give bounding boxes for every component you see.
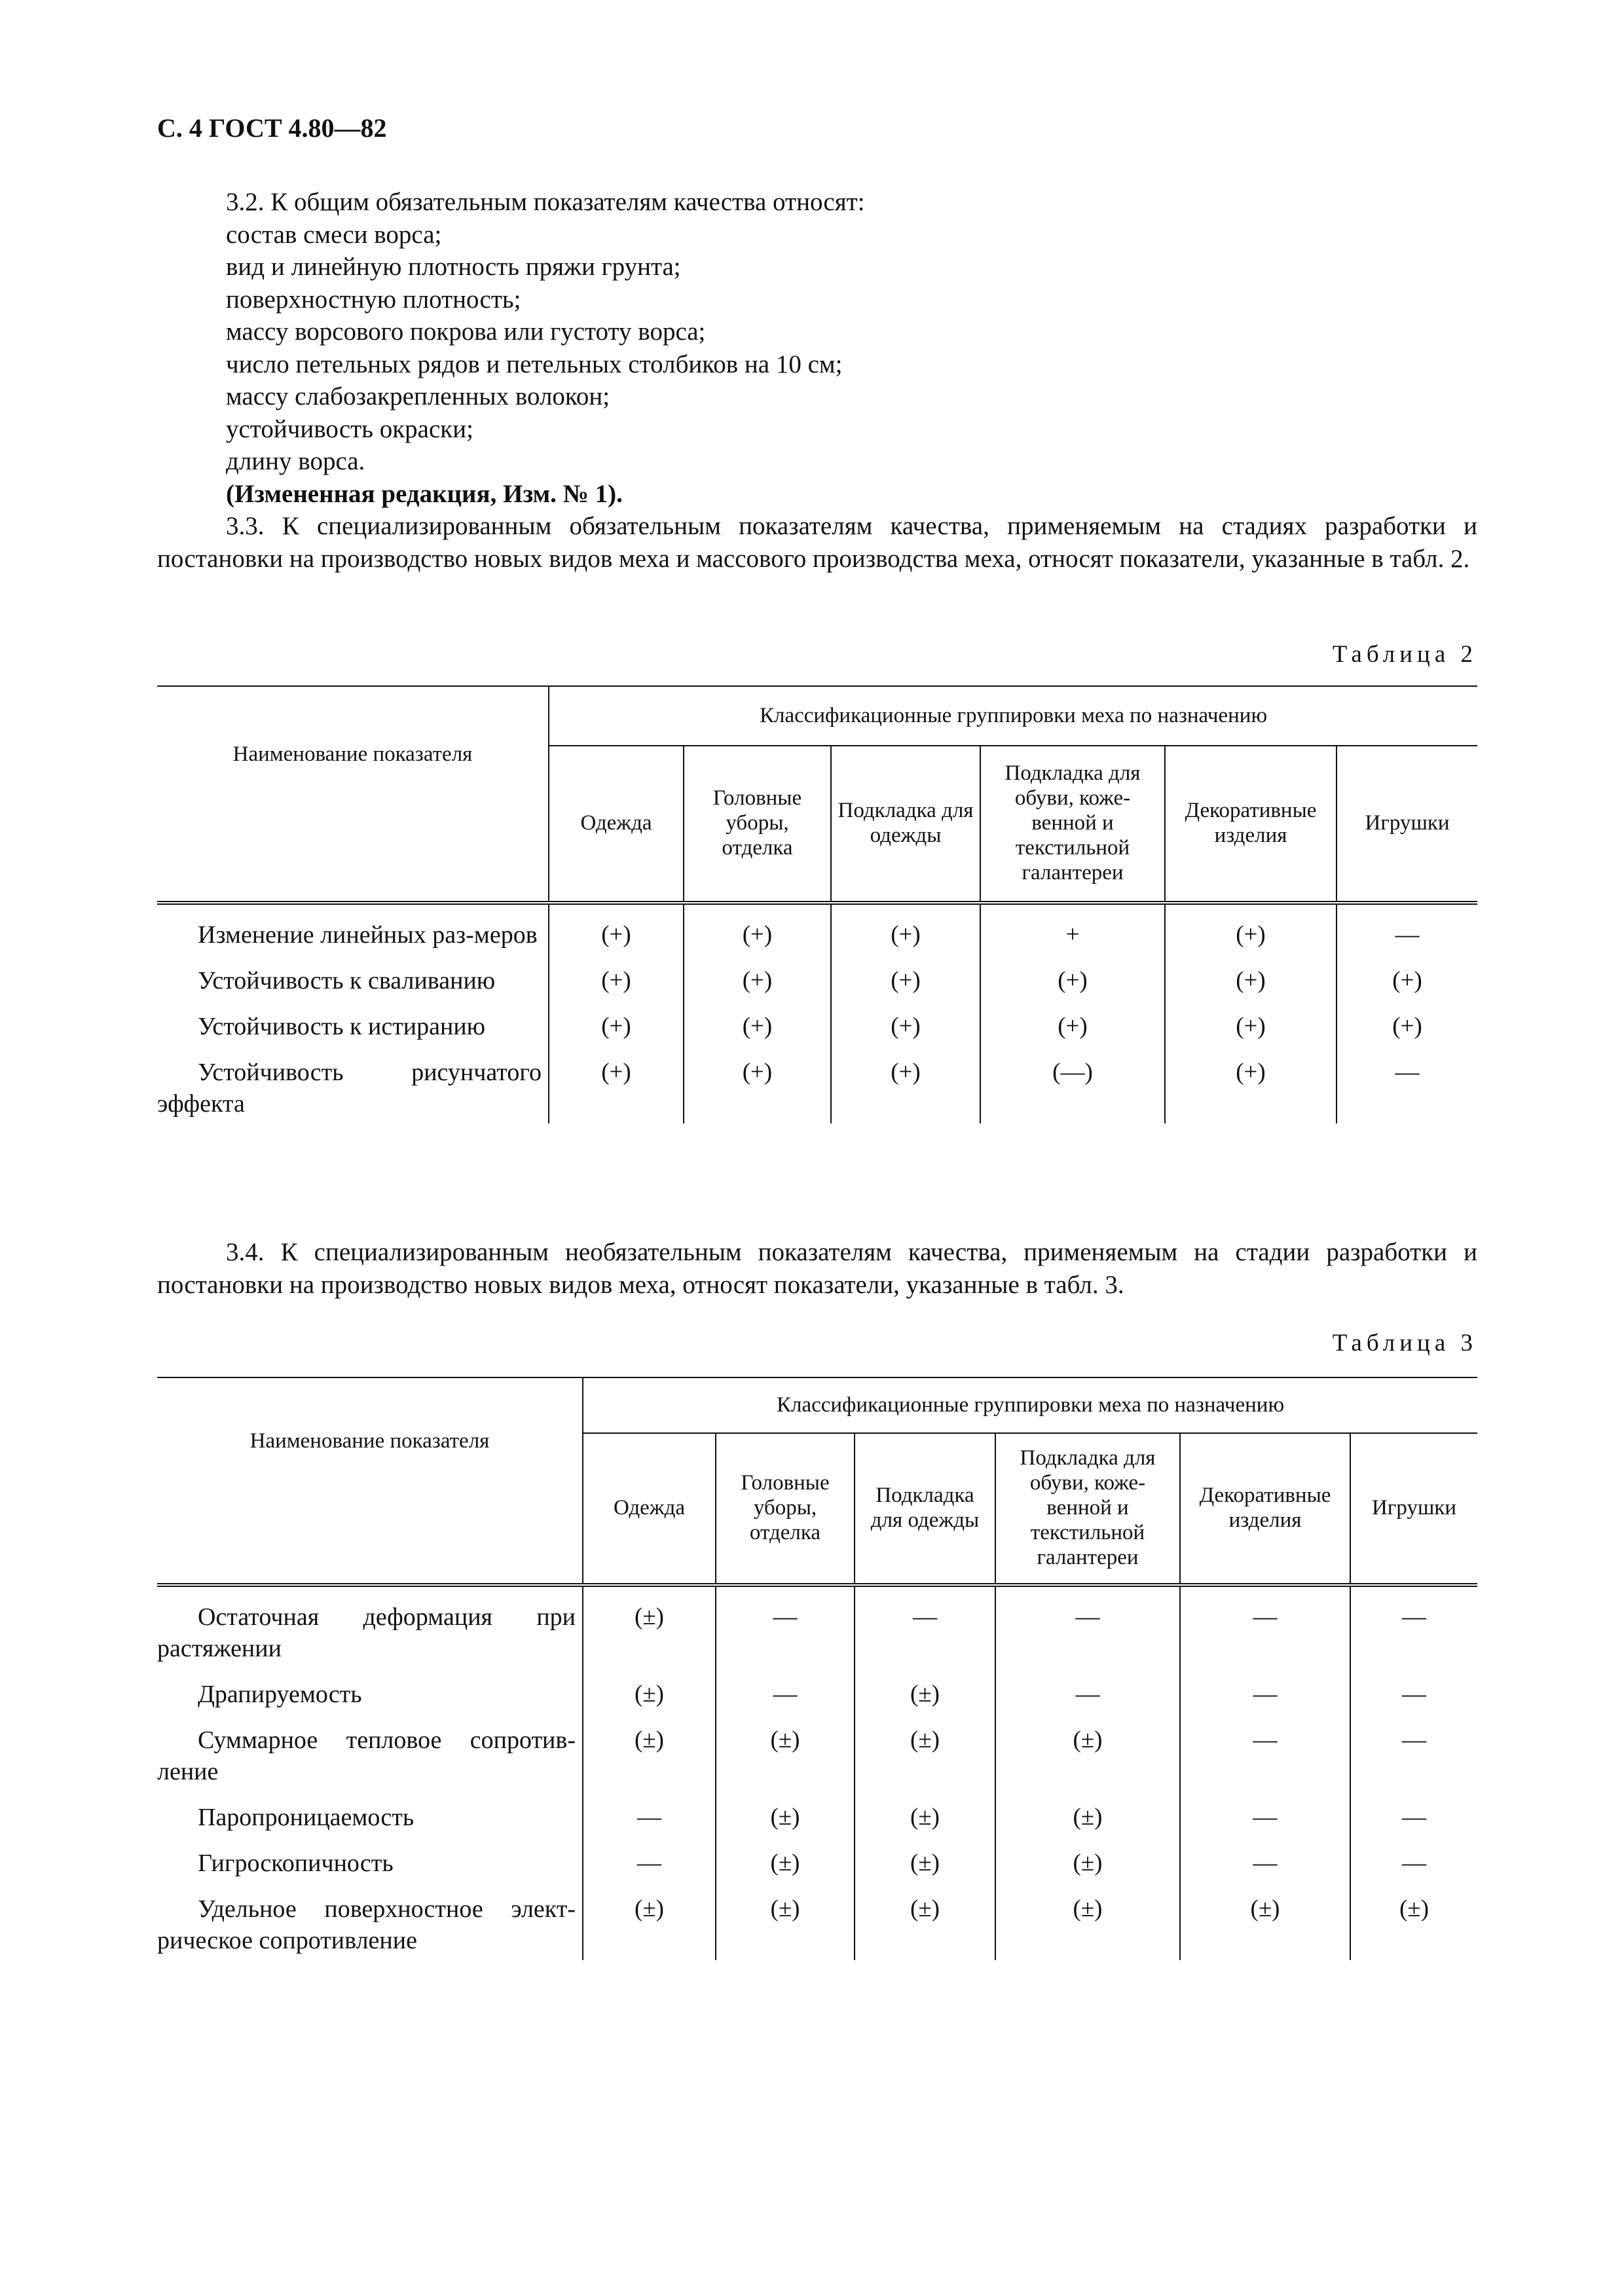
row-name: Драпируемость <box>198 1681 362 1708</box>
cell: — <box>1180 1787 1350 1833</box>
cell: (+) <box>1165 996 1336 1042</box>
cell: (—) <box>980 1042 1165 1123</box>
list-item: длину ворса. <box>226 447 365 475</box>
cell: (±) <box>716 1710 855 1787</box>
list-item: массу слабозакрепленных волокон; <box>226 382 610 410</box>
list-item: вид и линейную плотность пряжи грунта; <box>226 253 681 281</box>
table2-col-header: Головные уборы, отделка <box>684 746 831 903</box>
cell: (+) <box>1165 1042 1336 1123</box>
table3-col-header: Подкладка для обуви, коже-венной и текстильной галантереи <box>995 1433 1180 1585</box>
table-row <box>157 1664 1477 1710</box>
cell: (±) <box>855 1787 995 1833</box>
cell: (±) <box>995 1710 1180 1787</box>
cell: — <box>1336 903 1477 951</box>
table3-col-header: Подкладка для одежды <box>855 1433 995 1585</box>
table3-col-header: Головные уборы, отделка <box>716 1433 855 1585</box>
cell: (+) <box>549 1042 684 1123</box>
cell: (±) <box>716 1833 855 1879</box>
cell: (±) <box>716 1787 855 1833</box>
cell: — <box>1350 1833 1477 1879</box>
cell: (+) <box>831 903 980 951</box>
table3-col-header: Одежда <box>583 1433 716 1585</box>
table3-group-header: Классификационные группировки меха по назначению <box>583 1377 1477 1433</box>
table-row <box>157 1879 1477 1960</box>
table2-caption: Таблица 2 <box>1332 641 1477 668</box>
list-item: число петельных рядов и петельных столбиков на 10 см; <box>226 350 843 378</box>
table-row <box>157 951 1477 996</box>
table2-name-header: Наименование показателя <box>157 686 549 903</box>
table-row <box>157 903 1477 951</box>
table3-name-header: Наименование показателя <box>157 1377 583 1585</box>
table2-col-header: Одежда <box>549 746 684 903</box>
amendment-note: (Измененная редакция, Изм. № 1). <box>226 479 623 508</box>
cell: (±) <box>1180 1879 1350 1960</box>
cell: (+) <box>1336 996 1477 1042</box>
cell: (+) <box>684 903 831 951</box>
cell: (±) <box>583 1664 716 1710</box>
cell: (+) <box>684 1042 831 1123</box>
row-name: Устойчивость рисунчатого эффекта <box>157 1059 542 1118</box>
cell: (±) <box>995 1787 1180 1833</box>
cell: (±) <box>855 1833 995 1879</box>
cell: — <box>716 1664 855 1710</box>
cell: (±) <box>995 1879 1180 1960</box>
cell: (+) <box>980 951 1165 996</box>
cell: (+) <box>549 996 684 1042</box>
table2-group-header: Классификационные группировки меха по назначению <box>549 686 1477 746</box>
row-name: Устойчивость к сваливанию <box>198 967 496 994</box>
cell: (±) <box>855 1664 995 1710</box>
table3-caption: Таблица 3 <box>1332 1330 1477 1357</box>
cell: (+) <box>549 951 684 996</box>
cell: — <box>583 1787 716 1833</box>
table2-col-header: Игрушки <box>1336 746 1477 903</box>
cell: — <box>1180 1664 1350 1710</box>
list-item: состав смеси ворса; <box>226 220 442 249</box>
list-item: устойчивость окраски; <box>226 414 473 443</box>
cell: — <box>995 1664 1180 1710</box>
cell: (+) <box>1336 951 1477 996</box>
cell: (±) <box>995 1833 1180 1879</box>
cell: — <box>1180 1710 1350 1787</box>
list-item: массу ворсового покрова или густоту ворса; <box>226 318 706 346</box>
cell: (+) <box>1165 903 1336 951</box>
cell: (±) <box>855 1879 995 1960</box>
table2-col-header: Подкладка для обуви, коже-венной и текстильной галантереи <box>980 746 1165 903</box>
section-3-2 <box>157 186 1477 575</box>
table-row <box>157 996 1477 1042</box>
cell: — <box>1180 1585 1350 1664</box>
cell: — <box>583 1833 716 1879</box>
cell: + <box>980 903 1165 951</box>
page-header: С. 4 ГОСТ 4.80—82 <box>157 113 387 143</box>
cell: (+) <box>831 951 980 996</box>
cell: — <box>1350 1710 1477 1787</box>
cell: — <box>1350 1787 1477 1833</box>
cell: (+) <box>1165 951 1336 996</box>
cell: (+) <box>831 996 980 1042</box>
table-row <box>157 1585 1477 1664</box>
table3-col-header: Декоративные изделия <box>1180 1433 1350 1585</box>
cell: (±) <box>583 1585 716 1664</box>
row-name: Устойчивость к истиранию <box>198 1013 486 1040</box>
table-2 <box>157 685 1477 1123</box>
cell: — <box>1180 1833 1350 1879</box>
table2-col-header: Подкладка для одежды <box>831 746 980 903</box>
row-name: Изменение линейных раз-меров <box>198 921 538 949</box>
cell: — <box>1350 1664 1477 1710</box>
cell: — <box>1350 1585 1477 1664</box>
row-name: Паропроницаемость <box>198 1804 415 1831</box>
row-name: Остаточная деформация при растяжении <box>157 1603 576 1662</box>
list-item: поверхностную плотность; <box>226 285 521 314</box>
table2-col-header: Декоративные изделия <box>1165 746 1336 903</box>
row-name: Суммарное тепловое сопротив-ление <box>157 1726 576 1785</box>
section-3-3: 3.3. К специализированным обязательным показателям качества, применяемым на стадиях разработки и постановки на производство новых видов меха и массового производства меха, относят показатели, указанные в табл. 2. <box>157 512 1477 573</box>
table-row <box>157 1833 1477 1879</box>
cell: — <box>995 1585 1180 1664</box>
row-name: Гигроскопичность <box>198 1850 394 1877</box>
cell: (+) <box>549 903 684 951</box>
cell: (+) <box>980 996 1165 1042</box>
table3-col-header: Игрушки <box>1350 1433 1477 1585</box>
cell: — <box>716 1585 855 1664</box>
section-3-4: 3.4. К специализированным необязательным показателям качества, применяемым на стадии разработки и постановки на производство новых видов меха, относят показатели, указанные в табл. 3. <box>157 1238 1477 1299</box>
cell: (+) <box>684 951 831 996</box>
row-name: Удельное поверхностное элект-рическое сопротивление <box>157 1895 576 1954</box>
cell: (±) <box>855 1710 995 1787</box>
cell: (±) <box>583 1879 716 1960</box>
cell: (+) <box>684 996 831 1042</box>
cell: — <box>855 1585 995 1664</box>
section-3-2-intro: 3.2. К общим обязательным показателям качества относят: <box>226 188 865 216</box>
cell: (+) <box>831 1042 980 1123</box>
cell: — <box>1336 1042 1477 1123</box>
table-row <box>157 1710 1477 1787</box>
cell: (±) <box>1350 1879 1477 1960</box>
table-row <box>157 1042 1477 1123</box>
cell: (±) <box>716 1879 855 1960</box>
cell: (±) <box>583 1710 716 1787</box>
table-3 <box>157 1377 1477 1960</box>
table-row <box>157 1787 1477 1833</box>
